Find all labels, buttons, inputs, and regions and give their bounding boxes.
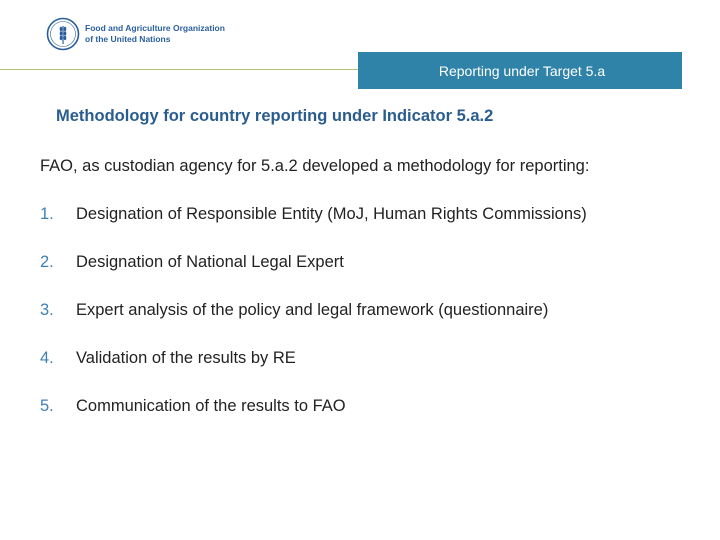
banner-title: Reporting under Target 5.a xyxy=(438,62,606,79)
list-text: Designation of National Legal Expert xyxy=(76,253,344,271)
list-item xyxy=(40,397,587,445)
list-number: 4. xyxy=(40,349,54,367)
org-name xyxy=(85,23,225,45)
org-name-line2: of the United Nations xyxy=(85,34,171,44)
list-item xyxy=(40,205,587,253)
list-number: 3. xyxy=(40,301,54,319)
list-number: 1. xyxy=(40,205,54,223)
list-item xyxy=(40,349,587,397)
intro-text: FAO, as custodian agency for 5.a.2 developed a methodology for reporting: xyxy=(40,157,590,175)
list-item xyxy=(40,253,587,301)
header-rule xyxy=(0,69,360,70)
list-text: Communication of the results to FAO xyxy=(76,397,346,415)
list-number: 5. xyxy=(40,397,54,415)
list-text: Validation of the results by RE xyxy=(76,349,296,367)
methodology-list xyxy=(40,205,587,445)
list-text: Designation of Responsible Entity (MoJ, Human Rights Commissions) xyxy=(76,205,587,223)
fao-logo xyxy=(46,17,225,51)
list-item xyxy=(40,301,587,349)
org-name-line1: Food and Agriculture Organization xyxy=(85,23,225,33)
list-text: Expert analysis of the policy and legal framework (questionnaire) xyxy=(76,301,549,319)
fao-emblem-icon xyxy=(46,17,80,51)
slide-subtitle: Methodology for country reporting under Indicator 5.a.2 xyxy=(56,107,494,125)
section-banner xyxy=(358,52,682,89)
list-number: 2. xyxy=(40,253,54,271)
